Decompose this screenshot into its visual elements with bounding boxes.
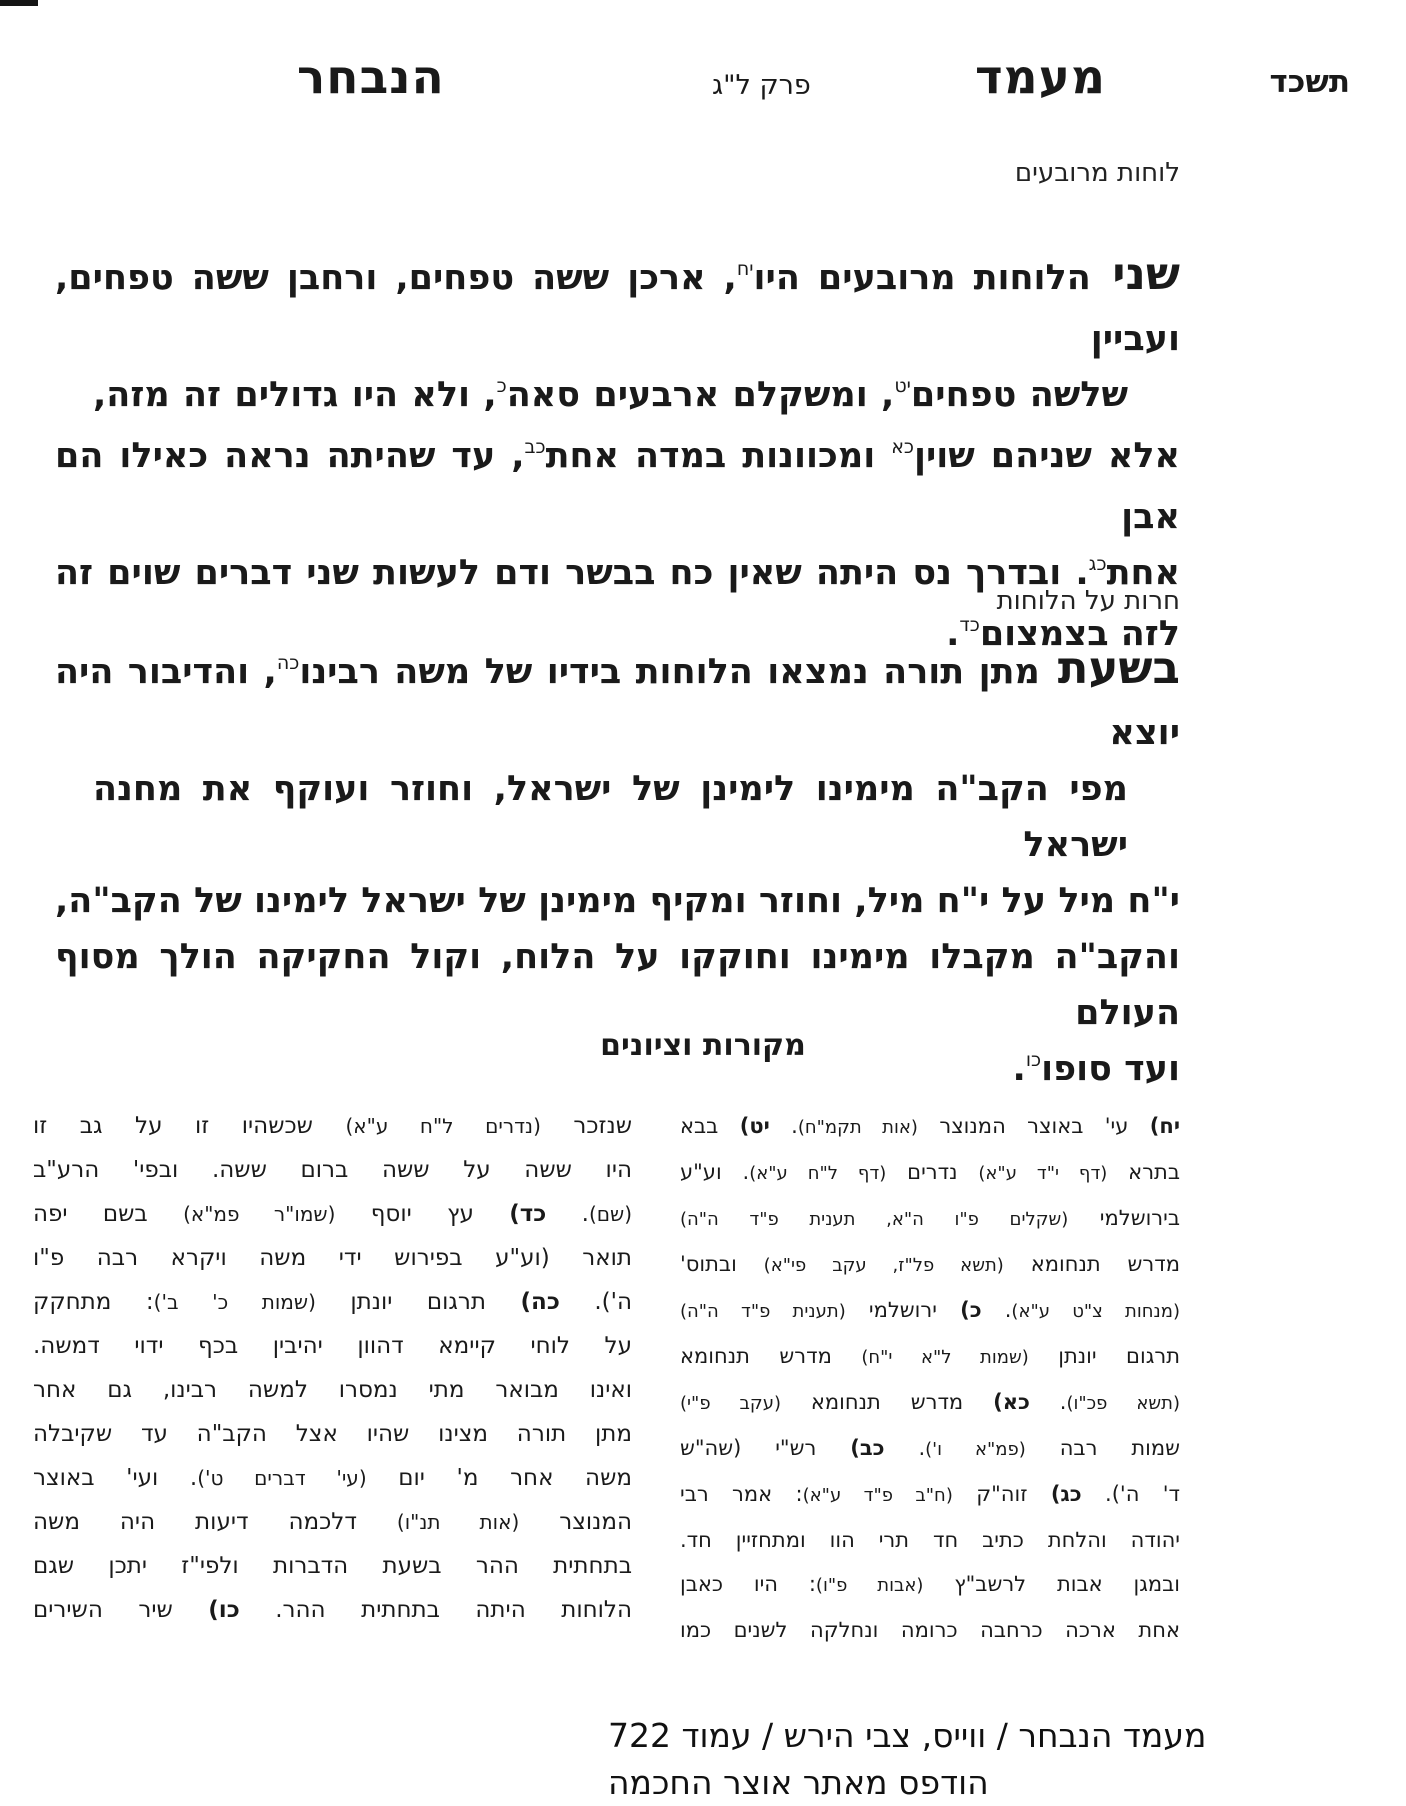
section-heading-square-tablets: לוחות מרובעים	[1014, 158, 1180, 188]
page-footer	[608, 1712, 1206, 1806]
footnote-line: (תשא פכ"ו). כא) מדרש תנחומא (עקב פ"י)	[680, 1390, 1180, 1414]
paragraph-line: שני הלוחות מרובעים היו$^{יח}$, ארכן ששה טפחים, ורחבן ששה טפחים, ועביין	[55, 247, 1180, 359]
paragraph-line: מפי הקב"ה מימינו לימינן של ישראל, וחוזר ועוקף את מחנה ישראל	[93, 769, 1128, 865]
footnotes-left-column	[33, 1104, 632, 1652]
footnotes-right-column	[680, 1104, 1180, 1652]
footnote-line: ובמגן אבות לרשב"ץ (אבות פ"ו): היו כאבן	[680, 1572, 1181, 1596]
footnote-line: (שם). כד) עץ יוסף (שמו"ר פמ"א) בשם יפה	[33, 1201, 633, 1227]
footnote-line: ד' ה'). כג) זוה"ק (ח"ב פ"ד ע"א): אמר רבי	[680, 1482, 1181, 1506]
footnotes-area	[33, 1104, 1180, 1652]
footnote-line: אחת ארכה כרחבה כרומה ונחלקה לשנים כמו	[680, 1618, 1180, 1642]
footnote-line: בתחתית ההר בשעת הדברות ולפי"ז יתכן שגם	[33, 1553, 632, 1579]
footnote-line: בתרא (דף י"ד ע"א) נדרים (דף ל"ח ע"א). וע"ע	[680, 1160, 1180, 1184]
book-title-main: מעמד	[975, 50, 1106, 105]
footnote-line: המנוצר (אות תנ"ו) דלכמה דיעות היה משה	[33, 1509, 632, 1535]
paragraph-line: לזה בצמצום$^{כד}$.	[946, 614, 1180, 654]
footnote-line: יהודה והלחת כתיב חד תרי הוו ומתחזיין חד.	[680, 1528, 1180, 1552]
footnote-line: מדרש תנחומא (תשא פל"ז, עקב פי"א) ובתוס'	[680, 1252, 1180, 1276]
footnote-line: שנזכר (נדרים ל"ח ע"א) שכשהיו זו על גב זו	[33, 1113, 632, 1139]
chapter-label: פרק ל"ג	[712, 70, 811, 101]
footnote-line: בירושלמי (שקלים פ"ו ה"א, תענית פ"ד ה"ה)	[680, 1206, 1180, 1230]
footnote-line: (מנחות צ"ט ע"א). כ) ירושלמי (תענית פ"ד ה"ה)	[680, 1298, 1180, 1322]
paragraph-line: אלא שניהם שוין$^{כא}$ ומכוונות במדה אחת$^{כב}$, עד שהיתה נראה כאילו הם אבן	[55, 436, 1180, 537]
footnote-line: ה'). כה) תרגום יונתן (שמות כ' ב'): מתחקק	[33, 1289, 633, 1315]
footnote-line: מתן תורה מצינו שהיו אצל הקב"ה עד שקיבלה	[33, 1421, 632, 1447]
scan-artifact-mark	[0, 0, 38, 6]
paragraph-line: בשעת מתן תורה נמצאו הלוחות בידיו של משה רבינו$^{כה}$, והדיבור היה יוצא	[55, 641, 1180, 753]
footnote-line: תרגום יונתן (שמות ל"א י"ח) מדרש תנחומא	[680, 1344, 1181, 1368]
footnote-line: תואר (וע"ע בפירוש ידי משה ויקרא רבה פ"ו	[33, 1245, 632, 1271]
paragraph-line: שלשה טפחים$^{יט}$, ומשקלם ארבעים סאה$^כ$, ולא היו גדולים זה מזה,	[93, 375, 1129, 415]
paragraph-line: ועד סופו$^{כו}$.	[1012, 1049, 1180, 1089]
section-heading-engraved-on-tablets: חרות על הלוחות	[996, 586, 1180, 616]
footnote-line: על לוחי קיימא דהוון יהיבין בכף ידוי דמשה.	[33, 1333, 632, 1359]
footer-printed-from-line: הודפס מאתר אוצר החכמה	[608, 1763, 989, 1802]
footnote-line: הלוחות היתה בתחתית ההר. כו) שיר השירים	[33, 1597, 632, 1623]
page-year-label: תשכד	[1269, 64, 1350, 100]
footer-source-line: מעמד הנבחר / ווייס, צבי הירש / עמוד 722	[608, 1716, 1207, 1755]
paragraph-line: והקב"ה מקבלו מימינו וחוקקו על הלוח, וקול החקיקה הולך מסוף העולם	[55, 937, 1180, 1033]
footnote-line: היו ששה על ששה ברום ששה. ובפי' הרע"ב	[33, 1157, 632, 1183]
sources-and-citations-heading: מקורות וציונים	[600, 1028, 806, 1063]
footnote-line: משה אחר מ' יום (עי' דברים ט'). ועי' באוצר	[33, 1465, 632, 1491]
footnote-line: ואינו מבואר מתי נמסרו למשה רבינו, גם אחר	[33, 1377, 632, 1403]
paragraph-line: י"ח מיל על י"ח מיל, וחוזר ומקיף מימינן של ישראל לימינו של הקב"ה,	[55, 881, 1180, 921]
footnote-line: יח) עי' באוצר המנוצר (אות תקמ"ח). יט) בבא	[680, 1114, 1181, 1138]
footnote-line: שמות רבה (פמ"א ו'). כב) רש"י (שה"ש	[680, 1436, 1180, 1460]
paragraph-line: אחת$^{כג}$. ובדרך נס היתה שאין כח בבשר ודם לעשות שני דברים שוים זה	[55, 553, 1180, 593]
book-title-second: הנבחר	[297, 50, 445, 105]
